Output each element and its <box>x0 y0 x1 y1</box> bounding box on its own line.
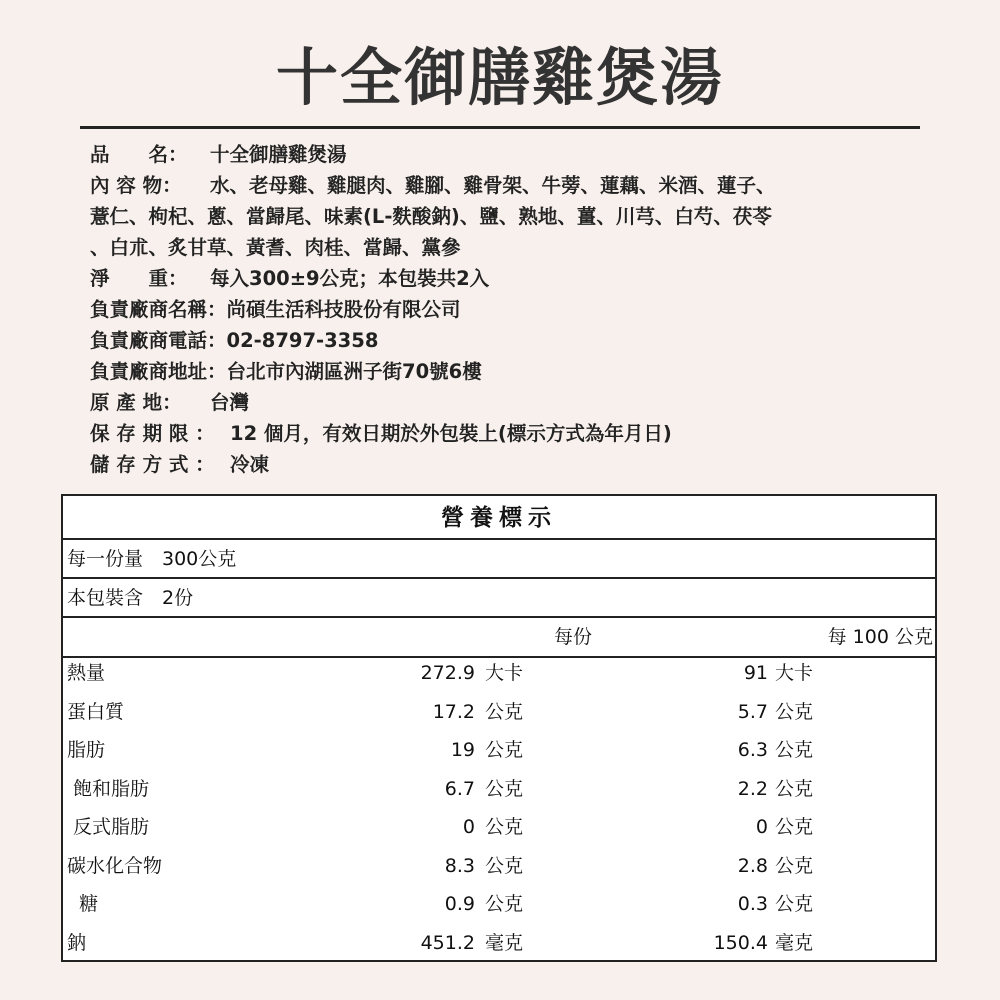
per-serving-value: 17.2 <box>432 700 475 723</box>
per-100g-unit: 公克 <box>775 700 814 723</box>
info-value: 12 個月，有效日期於外包裝上(標示方式為年月日) <box>230 422 672 445</box>
info-label: 保 存 期 限 ： <box>90 422 215 445</box>
per-serving-unit: 公克 <box>485 854 524 877</box>
per-serving-unit: 公克 <box>485 777 524 800</box>
product-info <box>90 139 930 480</box>
per-serving-unit: 公克 <box>485 816 524 838</box>
per-100g-unit: 公克 <box>775 893 814 915</box>
info-label: 內 容 物： <box>90 174 182 197</box>
per-100g-unit: 公克 <box>775 777 814 800</box>
per-serving-unit: 大卡 <box>485 662 524 684</box>
per-100g-unit: 公克 <box>775 854 814 877</box>
info-value: 水、老母雞、雞腿肉、雞腳、雞骨架、牛蒡、蓮藕、米酒、蓮子、 <box>210 174 776 197</box>
product-title: 十全御膳雞煲湯 <box>275 41 724 114</box>
per-100g-value: 0 <box>755 816 768 838</box>
nutrient-name: 蛋白質 <box>67 700 125 723</box>
per-100g-unit: 大卡 <box>775 662 814 684</box>
info-value: 02-8797-3358 <box>226 329 379 352</box>
serving-size: 每一份量 300公克 <box>63 540 935 579</box>
nutrient-name: 脂肪 <box>67 739 106 761</box>
info-line-origin <box>90 387 930 418</box>
nutrient-row <box>63 693 935 732</box>
nutrient-row <box>63 808 935 847</box>
nutrition-facts-table <box>61 494 937 962</box>
per-100g-unit: 公克 <box>775 739 814 761</box>
per-serving-value: 19 <box>450 739 475 761</box>
info-label: 負責廠商名稱： <box>90 298 227 321</box>
nutrient-name: 鈉 <box>67 931 87 954</box>
info-value: 冷凍 <box>230 453 270 476</box>
info-label: 淨 重： <box>90 267 188 290</box>
title-divider <box>80 126 920 129</box>
info-value: 尚碩生活科技股份有限公司 <box>226 298 461 321</box>
per-serving-unit: 毫克 <box>485 931 524 954</box>
info-value: 台灣 <box>210 391 250 414</box>
per-100g-value: 2.2 <box>737 777 768 800</box>
per-100g-value: 91 <box>743 662 768 684</box>
info-line-ingredients <box>90 170 930 201</box>
nutrient-row <box>63 654 935 693</box>
nutrient-row <box>63 924 935 963</box>
nutrient-name: 飽和脂肪 <box>67 777 150 800</box>
info-line-storage <box>90 449 930 480</box>
info-value: 十全御膳雞煲湯 <box>210 143 347 166</box>
nutrient-row <box>63 885 935 924</box>
nutrient-name: 碳水化合物 <box>67 854 163 877</box>
per-100g-unit: 毫克 <box>775 931 814 954</box>
per-serving-unit: 公克 <box>485 739 524 761</box>
nutrient-row <box>63 731 935 770</box>
info-label: 負責廠商地址： <box>90 360 227 383</box>
per-100g-header: 每 100 公克 <box>827 626 933 648</box>
per-serving-unit: 公克 <box>485 893 524 915</box>
per-serving-header: 每份 <box>553 626 592 648</box>
info-line-phone <box>90 325 930 356</box>
info-line-name <box>90 139 930 170</box>
info-label: 品 名： <box>90 143 188 166</box>
info-label: 原 產 地： <box>90 391 182 414</box>
nutrient-name: 熱量 <box>67 662 106 684</box>
info-line-shelf-life <box>90 418 930 449</box>
info-line-ingredients-cont <box>90 201 930 232</box>
info-line-address <box>90 356 930 387</box>
info-label: 儲 存 方 式 ： <box>90 453 215 476</box>
per-100g-value: 0.3 <box>737 893 768 915</box>
info-line-weight <box>90 263 930 294</box>
per-100g-value: 6.3 <box>737 739 768 761</box>
per-serving-value: 0 <box>462 816 475 838</box>
per-100g-value: 150.4 <box>713 931 768 954</box>
nutrient-rows <box>63 658 935 964</box>
servings-per-package: 本包裝含 2份 <box>63 579 935 618</box>
per-serving-value: 6.7 <box>444 777 475 800</box>
info-value: 薏仁、枸杞、蔥、當歸尾、味素(L-麩酸鈉)、鹽、熟地、薑、川芎、白芍、茯苓 <box>90 205 772 228</box>
info-label: 負責廠商電話： <box>90 329 227 352</box>
nutrient-row <box>63 770 935 809</box>
info-line-ingredients-cont <box>90 232 930 263</box>
per-serving-value: 451.2 <box>420 931 475 954</box>
per-serving-value: 8.3 <box>444 854 475 877</box>
per-serving-unit: 公克 <box>485 700 524 723</box>
nutrition-heading: 營養標示 <box>63 496 935 540</box>
info-line-manufacturer <box>90 294 930 325</box>
nutrient-name: 反式脂肪 <box>67 816 150 838</box>
per-serving-value: 0.9 <box>444 893 475 915</box>
info-value: 每入300±9公克；本包裝共2入 <box>210 267 490 290</box>
per-100g-value: 5.7 <box>737 700 768 723</box>
per-100g-unit: 公克 <box>775 816 814 838</box>
nutrient-name: 糖 <box>67 893 99 915</box>
info-value: 台北市內湖區洲子街70號6樓 <box>226 360 482 383</box>
column-header-row <box>63 618 935 658</box>
info-value: 、白朮、炙甘草、黃耆、肉桂、當歸、黨參 <box>90 236 461 259</box>
per-100g-value: 2.8 <box>737 854 768 877</box>
per-serving-value: 272.9 <box>420 662 475 684</box>
nutrient-row <box>63 847 935 886</box>
